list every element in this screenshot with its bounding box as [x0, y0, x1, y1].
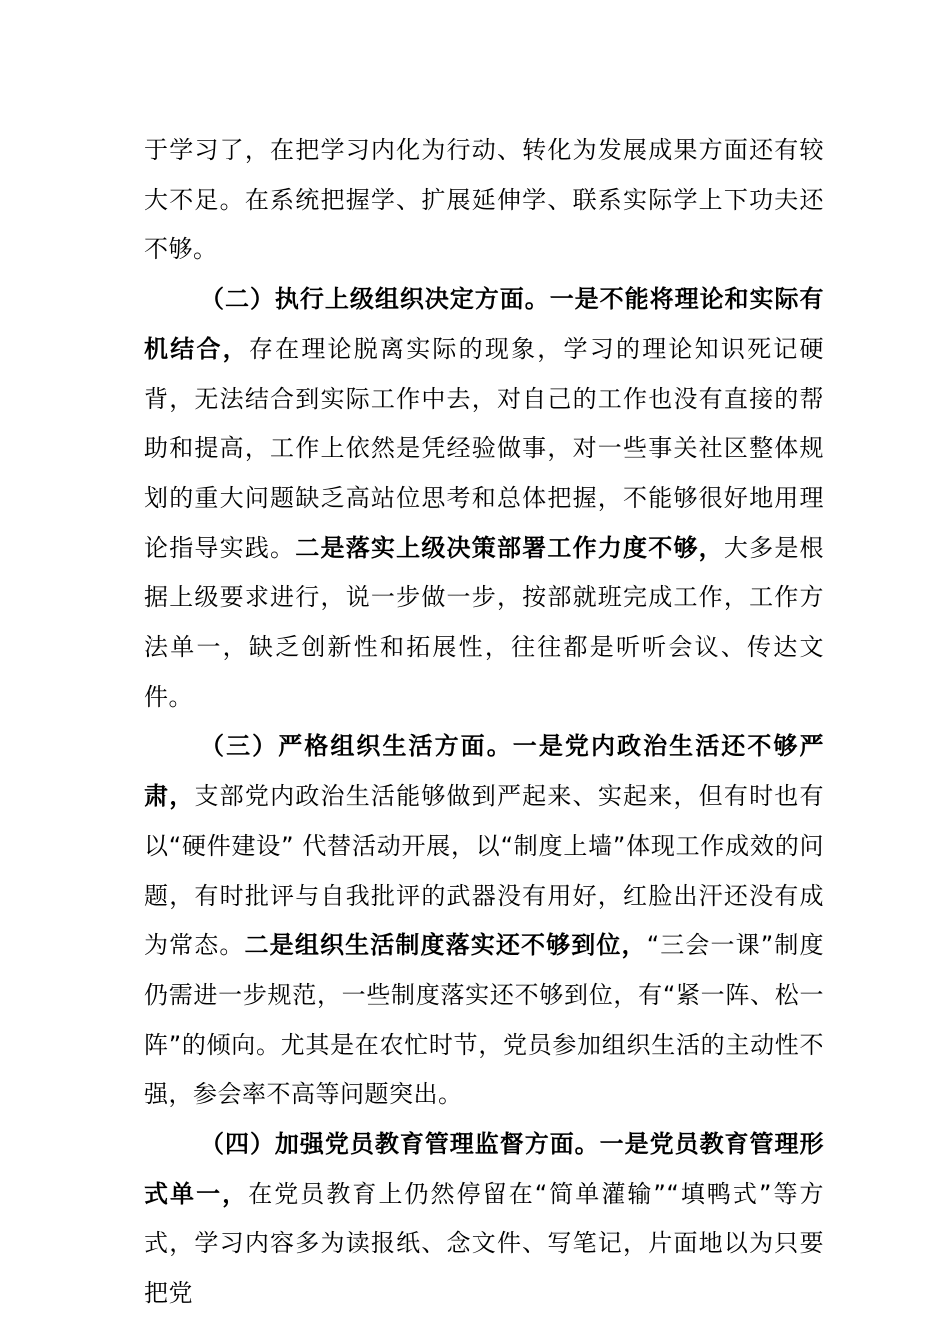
section-3-point-2: 二是组织生活制度落实还不够到位， [244, 931, 647, 960]
section-2-heading: （二）执行上级组织决定方面。一是不能将理论和实际有机结合， [144, 285, 824, 363]
paragraph-section-2 [144, 275, 824, 722]
paragraph-continuation [144, 126, 824, 275]
paragraph-section-3 [144, 722, 824, 1120]
document-body [144, 126, 824, 1319]
paragraph-section-4 [144, 1120, 824, 1319]
paragraph-text: 于学习了，在把学习内化为行动、转化为发展成果方面还有较大不足。在系统把握学、扩展延伸学、联系实际学上下功夫还不够。 [144, 136, 824, 264]
section-3-text-2: “三会一课”制度仍需进一步规范，一些制度落实还不够到位，有“紧一阵、松一阵”的倾向。尤其是在农忙时节，党员参加组织生活的主动性不强，参会率不高等问题突出。 [144, 931, 825, 1109]
section-2-point-2: 二是落实上级决策部署工作力度不够， [295, 533, 724, 562]
section-3-heading: （三）严格组织生活方面。一是党内政治生活还不够严肃， [144, 732, 824, 811]
section-4-heading: （四）加强党员教育管理监督方面。一是党员教育管理形式单一， [144, 1130, 824, 1208]
section-3-text: 支部党内政治生活能够做到严起来、实起来，但有时也有以“硬件建设” 代替活动开展，以“制度上墙”体现工作成效的问题，有时批评与自我批评的武器没有用好，红脸出汗还没有成为常态。 [144, 782, 825, 960]
section-4-text: 在党员教育上仍然停留在“简单灌输”“填鸭式”等方式，学习内容多为读报纸、念文件、写笔记，片面地以为只要把党 [144, 1179, 825, 1308]
section-2-text: 存在理论脱离实际的现象，学习的理论知识死记硬背，无法结合到实际工作中去，对自己的工作也没有直接的帮助和提高，工作上依然是凭经验做事，对一些事关社区整体规划的重大问题缺乏高站位思考和总体把握，不能够很好地用理论指导实践。 [144, 334, 825, 562]
section-2-text-2: 大多是根据上级要求进行，说一步做一步，按部就班完成工作，工作方法单一，缺乏创新性和拓展性，往往都是听听会议、传达文件。 [144, 533, 825, 711]
